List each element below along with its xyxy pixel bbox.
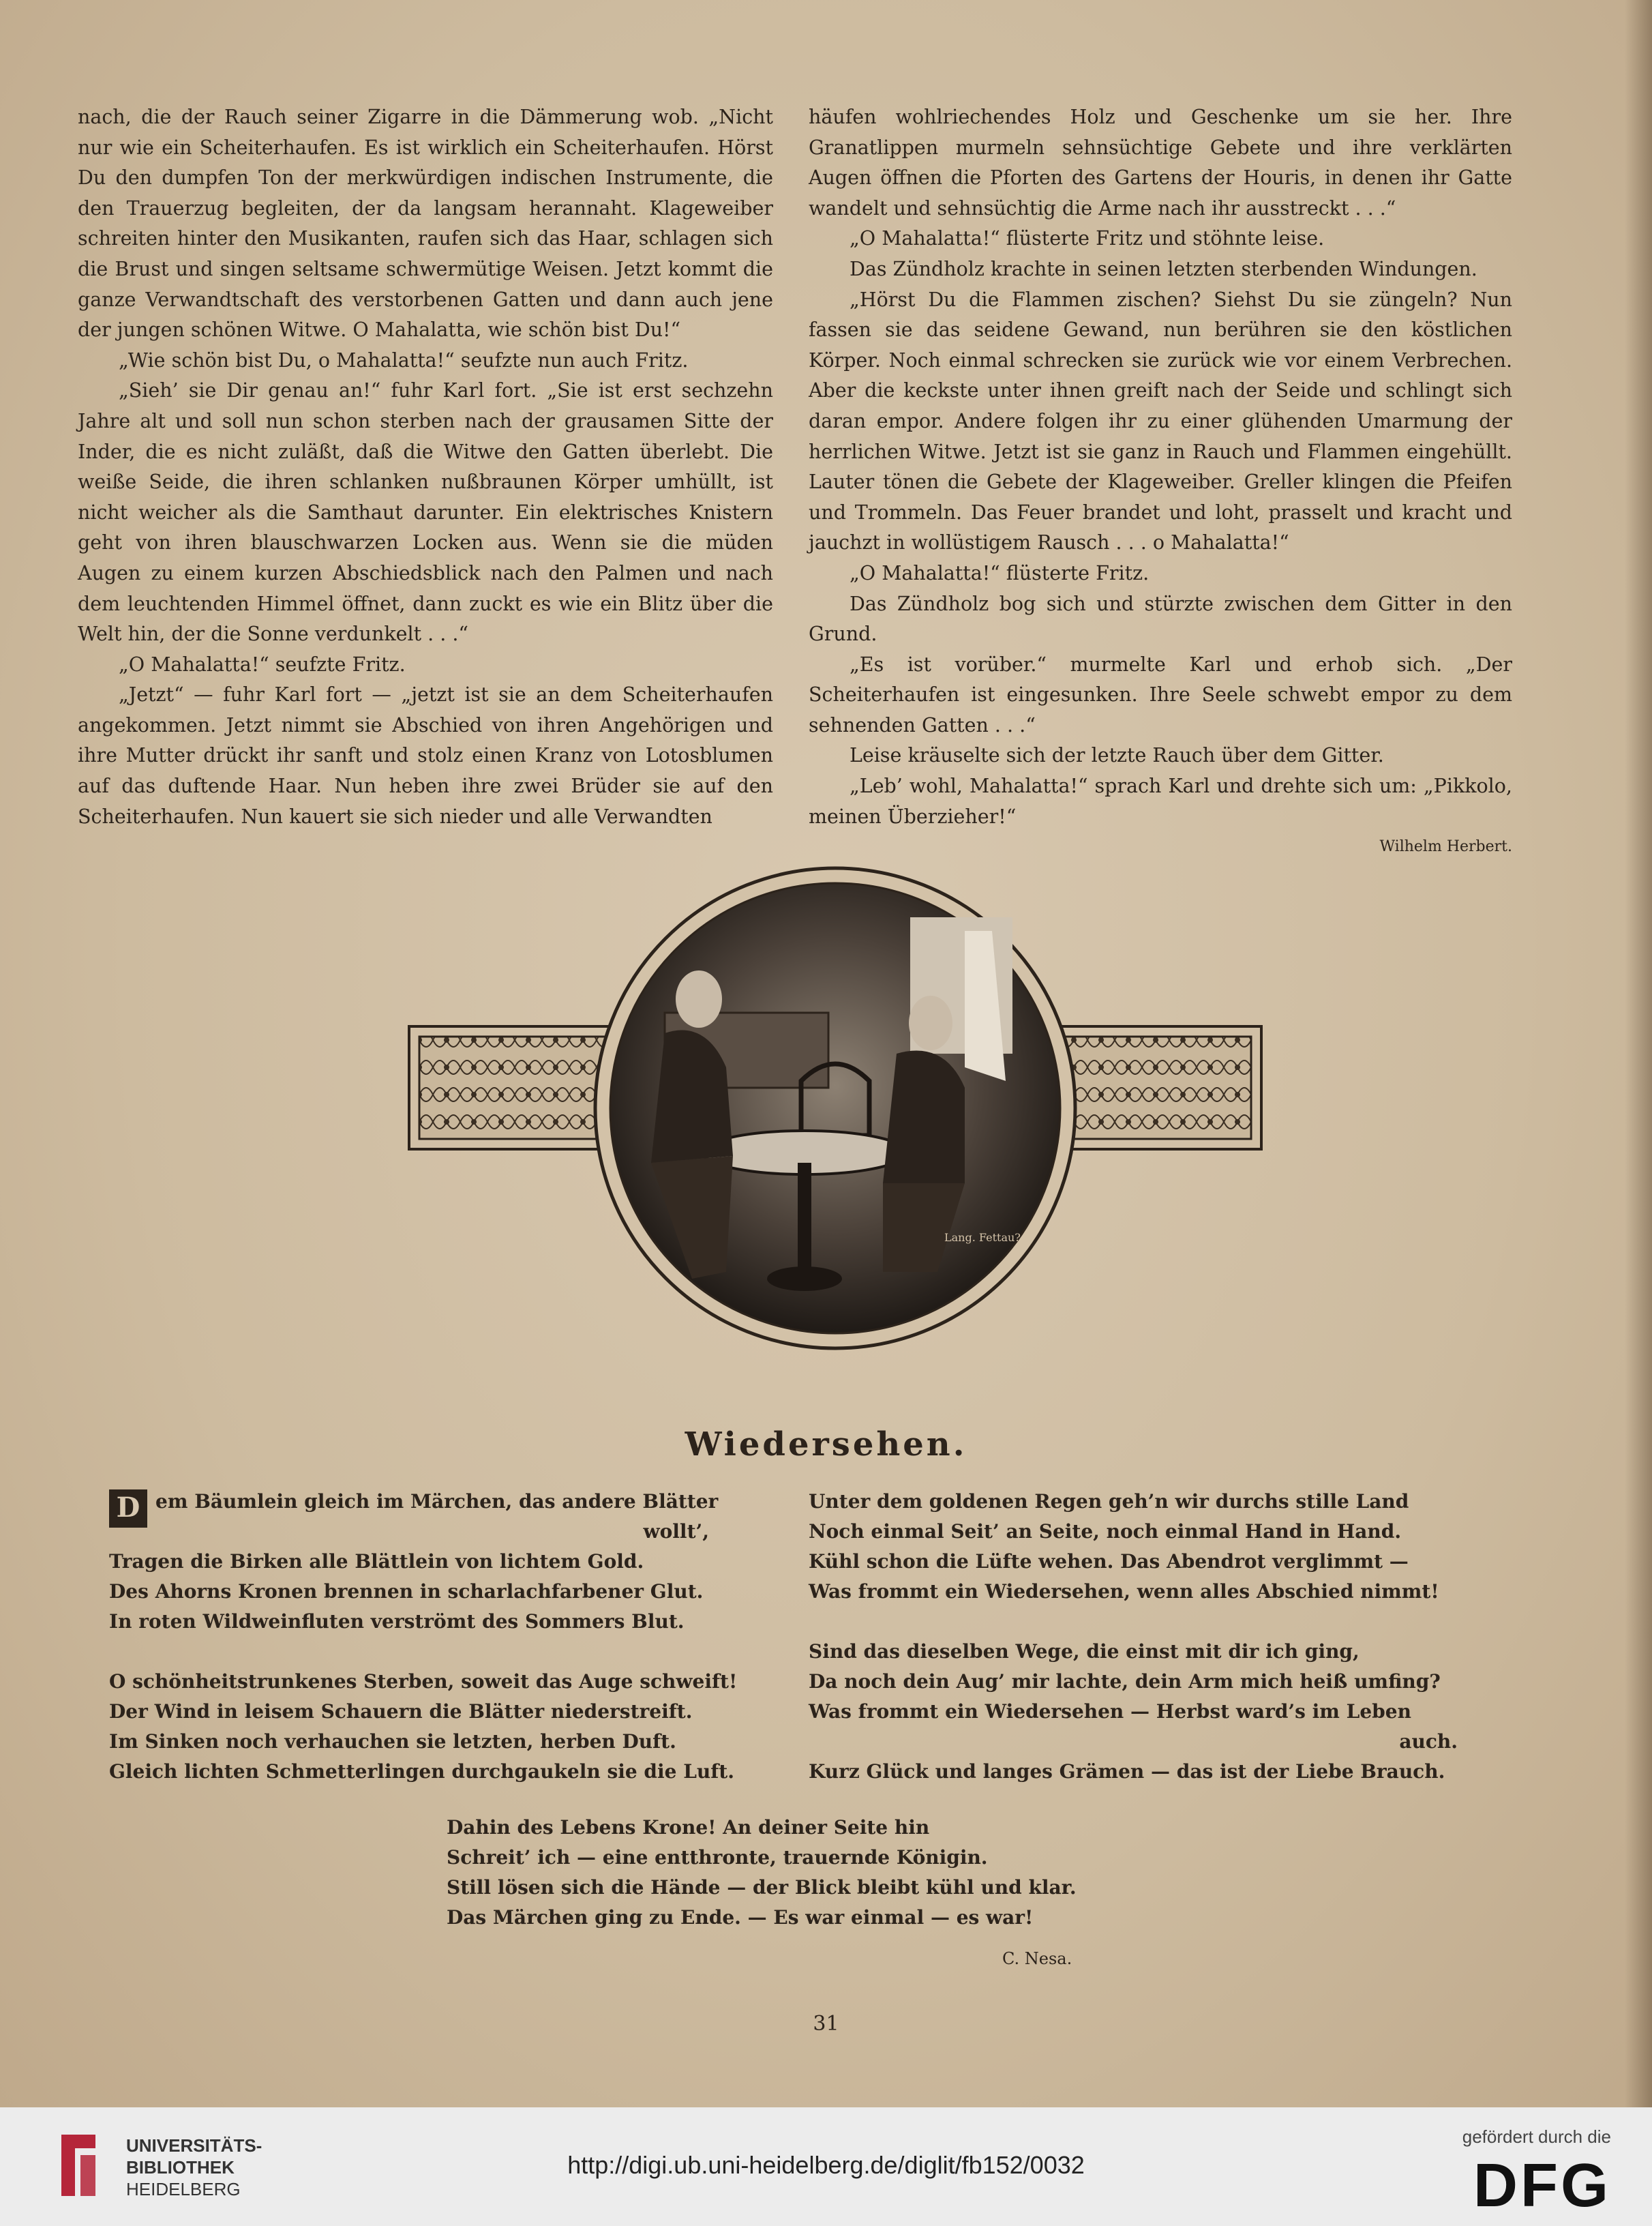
story-right-column (809, 102, 1512, 863)
story-left-column (78, 102, 773, 832)
story-paragraph: „Leb’ wohl, Mahalatta!“ sprach Karl und drehte sich um: „Pikkolo, meinen Überzieher!“ (809, 775, 1512, 828)
university-library-name: UNIVERSITÄTS- BIBLIOTHEK HEIDELBERG (126, 2135, 262, 2199)
illustrator-signature: Lang. Fettau? (944, 1231, 1021, 1244)
poem-right-column (809, 1487, 1512, 1787)
poem-bottom-stanza (447, 1813, 1197, 1933)
poem-line: Kurz Glück und langes Grämen — das ist der Liebe Brauch. (809, 1760, 1445, 1783)
sponsor-label: gefördert durch die (1462, 2126, 1611, 2147)
story-paragraph: Das Zündholz bog sich und stürzte zwischen dem Gitter in den Grund. (809, 592, 1512, 646)
story-paragraph: „Wie schön bist Du, o Mahalatta!“ seufzte nun auch Fritz. (119, 348, 689, 372)
poem-line: Noch einmal Seit’ an Seite, noch einmal Hand in Hand. (809, 1520, 1402, 1543)
cafe-scene-illustration (406, 863, 1265, 1354)
poem-title: Wiedersehen. (685, 1425, 967, 1464)
poem-line: Still lösen sich die Hände — der Blick bleibt kühl und klar. (447, 1876, 1077, 1899)
poem-line: Da noch dein Aug’ mir lachte, dein Arm mich heiß umfing? (809, 1670, 1441, 1693)
poem-line: Der Wind in leisem Schauern die Blätter niederstreift. (109, 1700, 693, 1723)
dropcap: D (109, 1489, 147, 1528)
page-number: 31 (813, 2012, 839, 2036)
poem-line: Schreit’ ich — eine entthronte, trauernde Königin. (447, 1846, 988, 1869)
story-paragraph: Leise kräuselte sich der letzte Rauch über dem Gitter. (850, 744, 1384, 767)
dfg-logo[interactable]: DFG (1473, 2152, 1611, 2220)
story-signature: Wilhelm Herbert. (1379, 838, 1512, 856)
poem-line: wollt’, (643, 1520, 709, 1543)
poem-line: Was frommt ein Wiedersehen — Herbst ward’s im Leben (809, 1700, 1411, 1723)
story-paragraph: Das Zündholz krachte in seinen letzten sterbenden Windungen. (850, 257, 1477, 280)
poem-line: Des Ahorns Kronen brennen in scharlachfarbener Glut. (109, 1580, 704, 1603)
story-paragraph: „O Mahalatta!“ flüsterte Fritz. (850, 561, 1150, 584)
poem-line: O schönheitstrunkenes Sterben, soweit das Auge schweift! (109, 1670, 738, 1693)
poem-line: In roten Wildweinfluten verströmt des Sommers Blut. (109, 1610, 685, 1633)
poem-line: Tragen die Birken alle Blättlein von lichtem Gold. (109, 1550, 644, 1573)
poem-line: auch. (1399, 1730, 1458, 1753)
poem-line: Kühl schon die Lüfte wehen. Das Abendrot verglimmt — (809, 1550, 1409, 1573)
poem-line: Gleich lichten Schmetterlingen durchgaukeln sie die Luft. (109, 1760, 734, 1783)
permalink-url[interactable]: http://digi.ub.uni-heidelberg.de/diglit/fb152/0032 (567, 2151, 1085, 2179)
footer-bar (0, 2107, 1652, 2226)
poem-line: Das Märchen ging zu Ende. — Es war einmal — es war! (447, 1906, 1034, 1929)
poem-line: Unter dem goldenen Regen geh’n wir durchs stille Land (809, 1490, 1409, 1513)
poem-left-column (109, 1487, 764, 1787)
poem-author: C. Nesa. (1002, 1949, 1072, 1968)
story-paragraph: „Es ist vorüber.“ murmelte Karl und erhob sich. „Der Scheiterhaufen ist eingesunken. Ihre Seele schwebt empor zu dem sehnenden Gatten . . .“ (809, 653, 1512, 737)
poem-line: Was frommt ein Wiedersehen, wenn alles Abschied nimmt! (809, 1580, 1439, 1603)
story-paragraph: „Sieh’ sie Dir genau an!“ fuhr Karl fort. „Sie ist erst sechzehn Jahre alt und soll nun schon sterben nach der grausamen Sitte der Inder, die es nicht zuläßt, daß die Witwe den Gatten überlebt. Die weiße Seide, die ihren schlanken nußbraunen Körper umhüllt, ist nicht weicher als die Samthaut darunter. Ein elektrisches Knistern geht von ihren blauschwarzen Locken aus. Wenn sie die müden Augen zu einem kurzen Abschiedsblick nach den Palmen und nach dem leuchtenden Himmel öffnet, dann zuckt es wie ein Blitz über die Welt hin, der die Sonne verdunkelt . . .“ (78, 379, 773, 646)
poem-line: Im Sinken noch verhauchen sie letzten, herben Duft. (109, 1730, 676, 1753)
story-paragraph: „O Mahalatta!“ seufzte Fritz. (119, 653, 406, 676)
poem-line: Dahin des Lebens Krone! An deiner Seite hin (447, 1816, 930, 1839)
story-paragraph: häufen wohlriechendes Holz und Geschenke um sie her. Ihre Granatlippen murmeln sehnsüchtige Gebete und ihre verklärten Augen öffnen die Pforten des Gartens der Houris, in denen ihr Gatte wandelt und sehnsüchtig die Arme nach ihr ausstreckt . . .“ (809, 106, 1512, 220)
story-paragraph: „Jetzt“ — fuhr Karl fort — „jetzt ist sie an dem Scheiterhaufen angekommen. Jetzt nimmt sie Abschied von ihren Angehörigen und ihre Mutter drückt ihr sanft und stolz einen Kranz von Lotosblumen auf das duftende Haar. Nun heben ihre zwei Brüder sie auf den Scheiterhaufen. Nun kauert sie sich nieder und alle Verwandten (78, 683, 773, 828)
story-paragraph: „Hörst Du die Flammen zischen? Siehst Du sie züngeln? Nun fassen sie das seidene Gewand, nun berühren sie den köstlichen Körper. Noch einmal schrecken sie zurück wie vor einem Verbrechen. Aber die keckste unter ihnen greift nach der Seide und schlingt sich daran empor. Andere folgen ihr zu einer glühenden Umarmung der herrlichen Witwe. Jetzt ist sie ganz in Rauch und Flammen eingehüllt. Lauter tönen die Gebete der Klageweiber. Greller klingen die Pfeifen und Trommeln. Das Feuer brandet und loht, prasselt und kracht und jauchzt in wollüstigem Rausch . . . o Mahalatta!“ (809, 288, 1512, 554)
story-paragraph: „O Mahalatta!“ flüsterte Fritz und stöhnte leise. (850, 227, 1325, 250)
story-paragraph: nach, die der Rauch seiner Zigarre in die Dämmerung wob. „Nicht nur wie ein Scheiterhaufen. Es ist wirklich ein Scheiterhaufen. Hörst Du den dumpfen Ton der merkwürdigen indischen Instrumente, die den Trauerzug begleiten, der da langsam herannaht. Klageweiber schreiten hinter den Musikanten, raufen sich das Haar, schlagen sich die Brust und singen seltsame schwermütige Weisen. Jetzt kommt die ganze Verwandtschaft des verstorbenen Gatten und dann auch jene der jungen schönen Witwe. O Mahalatta, wie schön bist Du!“ (78, 106, 773, 342)
poem-line: D em Bäumlein gleich im Märchen, das andere Blätter (109, 1487, 764, 1517)
poem-line: Sind das dieselben Wege, die einst mit dir ich ging, (809, 1640, 1360, 1663)
